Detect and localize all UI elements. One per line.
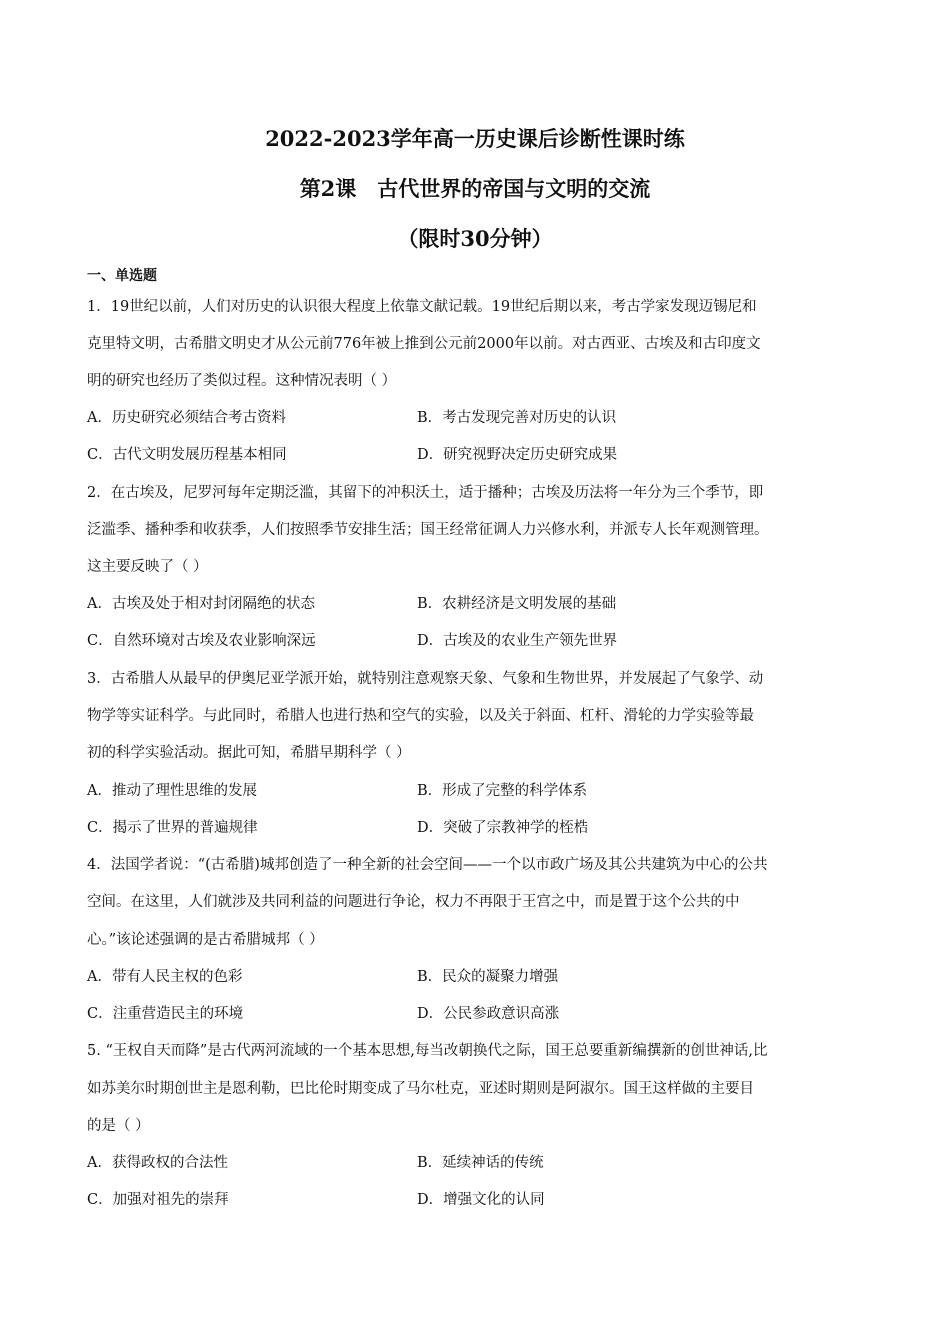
question-2-line-2: 泛滥季、播种季和收获季，人们按照季节安排生活；国王经常征调人力兴修水利，并派专人长年观测管理。 [87, 522, 769, 538]
question-5-option-a: A．获得政权的合法性 [87, 1155, 228, 1171]
question-5-option-c: C．加强对祖先的崇拜 [87, 1192, 229, 1208]
question-4-option-c: C．注重营造民主的环境 [87, 1006, 244, 1022]
question-4-option-b: B．民众的凝聚力增强 [417, 969, 559, 985]
document-title: 2022-2023学年高一历史课后诊断性课时练 [265, 126, 685, 151]
question-2-option-b: B．农耕经济是文明发展的基础 [417, 596, 617, 612]
question-1-option-c: C．古代文明发展历程基本相同 [87, 447, 287, 463]
time-limit: （限时30分钟） [397, 226, 553, 251]
question-3-line-2: 物学等实证科学。与此同时，希腊人也进行热和空气的实验，以及关于斜面、杠杆、滑轮的力学实验等最 [87, 708, 754, 724]
lesson-title: 第2课 古代世界的帝国与文明的交流 [299, 176, 651, 201]
question-2-line-1: 2．在古埃及，尼罗河每年定期泛滥，其留下的冲积沃土，适于播种；古埃及历法将一年分为三个季节，即 [87, 485, 764, 501]
question-5-option-b: B．延续神话的传统 [417, 1155, 544, 1171]
question-3-option-a: A．推动了理性思维的发展 [87, 783, 257, 799]
question-3-line-1: 3．古希腊人从最早的伊奥尼亚学派开始，就特别注意观察天象、气象和生物世界，并发展起了气象学、动 [87, 671, 764, 687]
question-3-option-c: C．揭示了世界的普遍规律 [87, 820, 258, 836]
question-2-option-a: A．古埃及处于相对封闭隔绝的状态 [87, 596, 315, 612]
question-3-option-d: D．突破了宗教神学的桎梏 [417, 820, 589, 836]
question-2-line-3: 这主要反映了（ ） [87, 559, 208, 575]
question-1-line-3: 明的研究也经历了类似过程。这种情况表明（ ） [87, 373, 397, 389]
question-4-option-a: A．带有人民主权的色彩 [87, 969, 243, 985]
question-5-option-d: D．增强文化的认同 [417, 1192, 545, 1208]
question-4-line-1: 4．法国学者说：“(古希腊)城邦创造了一种全新的社会空间——一个以市政广场及其公共建筑为中心的公共 [87, 857, 768, 873]
section-heading: 一、单选题 [87, 268, 157, 284]
question-4-option-d: D．公民参政意识高涨 [417, 1006, 560, 1022]
question-3-line-3: 初的科学实验活动。据此可知，希腊早期科学（ ） [87, 745, 411, 761]
question-1-option-b: B．考古发现完善对历史的认识 [417, 410, 617, 426]
question-1-line-2: 克里特文明，古希腊文明史才从公元前776年被上推到公元前2000年以前。对古西亚、古埃及和古印度文 [87, 336, 761, 352]
question-3-option-b: B．形成了完整的科学体系 [417, 783, 588, 799]
question-2-option-d: D．古埃及的农业生产领先世界 [417, 633, 618, 649]
question-5-line-3: 的是（ ） [87, 1118, 150, 1134]
question-5-line-2: 如苏美尔时期创世主是恩利勒，巴比伦时期变成了马尔杜克，亚述时期则是阿淑尔。国王这样做的主要目 [87, 1081, 754, 1097]
question-5-line-1: 5. “王权自天而降”是古代两河流域的一个基本思想,每当改朝换代之际，国王总要重新编撰新的创世神话,比 [87, 1043, 768, 1059]
question-1-option-a: A．历史研究必须结合考古资料 [87, 410, 286, 426]
question-1-option-d: D．研究视野决定历史研究成果 [417, 447, 618, 463]
question-4-line-3: 心。”该论述强调的是古希腊城邦（ ） [87, 932, 324, 948]
question-2-option-c: C．自然环境对古埃及农业影响深远 [87, 633, 316, 649]
question-1-line-1: 1．19世纪以前，人们对历史的认识很大程度上依靠文献记载。19世纪后期以来，考古学家发现迈锡尼和 [87, 299, 757, 315]
question-4-line-2: 空间。在这里，人们就涉及共同利益的问题进行争论，权力不再限于王宫之中，而是置于这个公共的中 [87, 894, 740, 910]
